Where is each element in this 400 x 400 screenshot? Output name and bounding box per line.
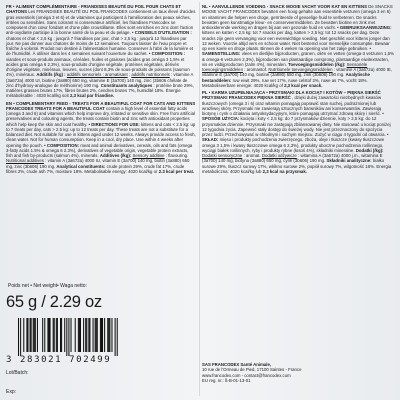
barcode-bar: [88, 318, 89, 352]
barcode-bar: [85, 318, 86, 352]
pl-heading: KARMA UZUPEŁNIAJĄCA • PRZYSMAKI DLA KOCIĄT I KOTÓW – PIĘKNA SIERŚĆ: [211, 90, 381, 95]
en-analysis-label: Analytical constituents:: [56, 163, 106, 169]
pl-use-label: SPOSÓB UŻYCIA:: [202, 116, 240, 122]
barcode-bar: [64, 318, 65, 352]
barcode-bar: [48, 318, 49, 352]
en-additives-text: : vitamin A (3a672a) 4000 IU, vitamin E (3a700) 140 mg, biotin (3a880) 650 mg, zinc (3b606) 190 mg.: [6, 158, 190, 169]
en-lang-code: EN: [6, 100, 13, 106]
en-use-text-2: Not suitable for use in kittens aged under 12 weeks. Always provide access to fresh, clean water. Not for human consumption. Keep in a cool, dry place. Use within 4 weeks after opening the pouch.: [6, 132, 196, 148]
barcode-digits: 3 283021 702499: [6, 355, 112, 365]
barcode-bar: [18, 318, 19, 356]
barcode-bar: [34, 318, 35, 352]
en-use-label: DIRECTIONS FOR USE:: [91, 121, 140, 127]
barcode-bar: [56, 318, 57, 352]
barcode-bar: [79, 318, 80, 352]
barcode-bar: [68, 318, 69, 356]
fr-lang-code: FR: [6, 4, 12, 9]
pl-section: PL • KARMA UZUPEŁNIAJĄCA • PRZYSMAKI DLA KOCIĄT I KOTÓW – PIĘKNA SIERŚĆ PRZYSMAKI FRANCODEX PIĘKNA SIERŚĆ , dzięki dużej zawartości niezbędnych kwasów tłuszczowych (omega 3 i 6) oraz witamin pomagają poprawić stan suchej, podrażnionej lub wrażliwej skóry. Przysmaki nie zawierają sztucznych barwników ani konserwantów. Zawierają biotynę i cynk o działaniu antyoksydacyjnym, które pomagają utrzymać zdrową skórę i sierść. • SPOSÓB UŻYCIA: kocięta i koty < 2,5 kg: do 7 przysmaków dziennie, koty > 2,5 kg: do 12 przysmaków dziennie. Przysmaki nie zastępują zbilansowanej diety. Nie stosować u kociąt poniżej 12 tygodnia życia. Zapewnić stały dostęp do świeżej wody. Nie jest przeznaczony do spożycia przez ludzi. Przechowywać w chłodnym i suchym miejscu. Zużyć w ciągu 4 tygodni od otwarcia. • SKŁAD: mięso i produkty pochodzenia zwierzęcego, zboża, oleje i tłuszcze (kwasy tłuszczowe omega 3 1,5% i kwasy tłuszczowe omega 6 2,3%), produkty uboczne pochodzenia roślinnego, wyciągi białek roślinnych, ryby i produkty rybne (łosoś 4%), składniki mineralne. Dodatki (/kg): Dodatki sensoryczne : aromat. Dodatki odżywcze : witamina A (3a672a) 4000 j.m., witamina E (3a700) 140 mg, biotyna (3a880) 650 mg, cynk (3b606) 190 mg. Składniki analityczne: białko surowe 29%, tłuszcz surowy 17%, włókno surowe 2%, popiół surowy 7%, wilgotność 18%. Energia metaboliczna: 4020 kcal/kg lub 2,3 kcal na przysmak.: [202, 90, 392, 174]
barcode-bar: [86, 318, 87, 352]
en-additives-label: Additives (/kg):: [99, 153, 132, 158]
right-column: [202, 4, 394, 400]
en-nutritional-additive: Nutritional additives: [6, 158, 44, 164]
en-intro: contain a high level of essential fatty acids (omega 3 and 6) and vitamins which help improve dry, irritated or sensitive skin. Free from artificial preservatives and colouring agents, the treats contain biotin and zinc with antioxidant properties which help keep the skin and coat healthy.: [6, 105, 195, 127]
barcode-bar: [101, 318, 102, 352]
barcode-bar: [96, 318, 97, 352]
barcode-bar: [107, 318, 108, 352]
company-address: 10 rue de l'Ormeau de Pied, 17100 Saintes - France: [202, 367, 302, 373]
en-intro-lead: FRANCODEX TREATS FOR A BEAUTIFUL COAT: [6, 105, 105, 111]
barcode-bar: [53, 318, 54, 352]
barcode-bar: [95, 318, 96, 352]
fr-composition-text: viandes et sous-produits animaux, céréales, huiles et graisses (acides gras oméga 3 1,5% et acides gras oméga 6 2,3%), sous-produits d'origine végétale, protéines végétales, dérivés d'origine végétale, minéraux, levures, sucres (dont 8,3% de sous-produits de poissons (saumon 4%), minéraux.: [6, 56, 190, 78]
barcode-bar: [23, 318, 24, 352]
pl-sensory-additive-text: : aromat.: [243, 153, 261, 158]
fr-nutritional-additive: additifs nutritionnels: [131, 72, 170, 78]
en-composition-text: meat and animal derivatives, cereals, oils and fats (omega 3-fatty acids 1.5% & omega 6 2.3%), derivatives of vegetable origin, vegetable protein extracts, fish and fish by-products (salmon 4%), minerals.: [6, 142, 193, 158]
pl-analysis-text: białko surowe 29%, tłuszcz surowy 17%, włókno surowe 2%, popiół surowy 7%, wilgotność 18%. Energia metaboliczna: 4020 kcal/kg lub: [202, 158, 392, 174]
barcode-bar: [104, 318, 105, 352]
en-heading: COMPLEMENTARY FEED - TREATS FOR A BEAUTIFUL COAT FOR CATS AND KITTENS: [15, 100, 196, 106]
fr-analysis-label: Constituants analytiques: [100, 82, 153, 88]
barcode-bar: [109, 318, 110, 352]
barcode-bar: [80, 318, 81, 352]
pl-analysis-end: 2,3 kcal na przysmak.: [262, 168, 307, 174]
en-analysis-text: crude protein 29%, crude fat 17%, crude fibres 2%, crude ash 7%, moisture 18%. Metabolisable energy: 4020 kcal/kg or: [6, 163, 185, 174]
barcode-bar: [27, 318, 28, 352]
nl-analysis-end: 2,3 kcal per snack.: [284, 82, 323, 88]
fr-analysis-text: : protéine brute 29%, matières grasses brutes 17%, fibres brutes 2%, cendres brutes 7%, humidité 18%. Énergie métabolisable : 4020 kcal/kg soit: [6, 82, 194, 99]
fr-additives-text: : vitamine A (3a672a) 4000 UI, biotine (3a880) 650 mg, vitamine E (3a700) 140 mg, zinc (3b606 chélate de zinc d'hydroxy-analogue de méthionine) 190 mg.: [6, 72, 194, 88]
fr-intro: Les FRIANDISES BEAUTÉ DU POIL FRANCODEX contiennent un taux élevé d'acides gras essentiels (oméga 3 et 6) et de vitamines qui participent à l'amélioration des peaux sèches, irritées ou sensibles. Sans colorant ni conservateur artificiel, les friandises Francodex se composent d'un cœur fondant et d'une pâte croustillante. Elles sont enrichies en zinc dont l'action anti-oxydante participe à la bonne santé de la peau et du pelage.: [6, 9, 196, 36]
nl-sensory-additive-text: : aromastof.: [244, 67, 268, 72]
pl-lang-code: PL: [202, 90, 208, 95]
barcode-bar: [78, 318, 79, 352]
net-weight-label: Poids net • Net weight• Waga netto:: [8, 283, 87, 289]
barcode-bar: [117, 318, 118, 356]
barcode-bar: [30, 318, 31, 352]
barcode-bar: [47, 318, 48, 352]
barcode-bar: [26, 318, 27, 352]
pl-sensory-additive: Dodatki sensoryczne: [202, 153, 243, 158]
nl-section: NL • AANVULLENDE VOEDING - SNACK MOOIE VACHT VOOR KAT EN KITTENS De SNACKS MOOIE VACHT FRANCODEX bevatten een hoog gehalte aan essentiële vetzuren (omega 3 en 6) en vitamines die helpen een droge, geïrriteerde of gevoelige huid te verbeteren. De snacks bevatten geen kunstmatige kleur- en conserveermiddelen. Ze bevatten biotine en zink met antioxiderende werking en dragen bij aan een gezonde huid en vacht. • GEBRUIKSAANWIJZING: kittens en katten < 2,5 kg: tot 7 snacks per dag, katten > 2,5 kg: tot 12 snacks per dag. Deze snacks zijn geen vervanging voor een evenwichtige voeding. Niet geschikt voor kittens jonger dan 12 weken. Voorzie altijd vers en schoon water. Niet bestemd voor menselijke consumptie. Bewaar op een koele en droge plaats. Binnen de 4 weken na opening van het zakje gebruiken. • SAMENSTELLING: vlees en dierlijke bijproducten, granen, oliën en vetten (omega-3 vetzuren 1,5% & omega-6 vetzuren 2,3%), bijproducten van plantaardige oorsprong, plantaardige eiwitextracten, vis en visbijproducten (zalm 4%), mineralen. Toevoegingsmiddelen (/kg): Sensoriële toevoegingsmiddelen : aromastof. Nutritionele toevoegingsmiddelen : vitamine A (3a672a) 4000 IE, vitamine E (3a700) 140 mg, biotine (3a880) 650 mg, zink (3b606) 190 mg. Analytische bestanddelen: ruw eiwit 29%, ruw vet 17%, ruwe celstof 2%, ruwe as 7%, vocht 18%. Metaboliseerbare energie: 4020 kcal/kg of 2,3 kcal per snack.: [202, 4, 394, 88]
en-sensory-additive-text: : flavouring.: [165, 153, 189, 158]
nl-sensory-additive: Sensoriële toevoegingsmiddelen: [202, 61, 368, 72]
barcode-bar: [97, 318, 98, 352]
en-sensory-additive: Sensory additive: [132, 153, 165, 158]
en-composition-label: COMPOSITION:: [46, 142, 80, 148]
barcode-bar: [93, 318, 94, 352]
fr-use-text: chatons et chat < 2,5 kg : jusqu'à 7 friandises par jour, chat > 2,5 kg : jusqu'à 12 friandises par jour. Ne pas donner aux chatons de moins de 12 semaines. Toujours laisser de l'eau propre et fraîche à volonté. Produit non destiné à l'alimentation humaine. Conserver à l'abri de la lumière et de l'humidité. À utiliser dans les 4 semaines suivant l'ouverture du sachet.: [6, 35, 194, 57]
nl-analysis-text: ruw eiwit 29%, ruw vet 17%, ruwe celstof 2%, ruwe as 7%, vocht 18%. Metaboliseerbare energie: 4020 kcal/kg of: [202, 77, 368, 88]
nl-nutritional-additive: Nutritionele toevoegingsmiddelen: [268, 67, 333, 72]
barcode-bar: [35, 318, 36, 352]
fr-sensory-additive: additifs sensoriels : aromatisant: [66, 72, 128, 78]
nl-composition-text: vlees en dierlijke bijproducten, granen, oliën en vetten (omega-3 vetzuren 1,5% & omega-6 vetzuren 2,3%), bijproducten van plantaardige oorsprong, plantaardige eiwitextracten, vis en visbijproducten (zalm 4%), mineralen.: [202, 51, 394, 67]
pl-additives-text: : witamina A (3a672a) 4000 j.m., witamina E (3a700) 140 mg, biotyna (3a880) 650 mg, cynk (3b606) 190 mg.: [202, 153, 383, 164]
company-name: SAS FRANCODEX Santé Animale,: [202, 362, 272, 367]
barcode-bar: [33, 318, 34, 352]
nl-composition-label: SAMENSTELLING:: [202, 51, 241, 57]
company-info: [202, 362, 394, 383]
barcode-bar: [89, 318, 90, 352]
pl-composition-text: mięso i produkty pochodzenia zwierzęcego, zboża, oleje i tłuszcze (kwasy tłuszczowe omega 3 1,5% i kwasy tłuszczowe omega 6 2,3%), produkty uboczne pochodzenia roślinnego, wyciągi białek roślinnych, ryby i produkty rybne (łosoś 4%), składniki mineralne.: [202, 137, 385, 153]
pl-nutritional-additive: Dodatki odżywcze: [261, 153, 297, 158]
barcode-bar: [83, 318, 84, 352]
nl-analysis-label: Analytische bestanddelen:: [202, 72, 370, 83]
barcode-bar: [60, 318, 61, 352]
barcode-bar: [61, 318, 62, 352]
barcode-bar: [44, 318, 45, 352]
barcode-bar: [102, 318, 103, 352]
pl-composition-label: SKŁAD:: [202, 137, 219, 143]
nl-use-label: GEBRUIKSAANWIJZING:: [339, 25, 392, 30]
nl-heading: AANVULLENDE VOEDING - SNACK MOOIE VACHT VOOR KAT EN KITTENS: [211, 4, 367, 9]
en-analysis-end: 2.3 kcal per treat.: [158, 168, 195, 174]
barcode-bars: [6, 318, 196, 356]
pl-additives-label: Dodatki (/kg):: [355, 147, 384, 153]
fr-use-label: CONSEILS D'UTILISATION :: [134, 30, 192, 36]
pl-analysis-label: Składniki analityczne:: [326, 158, 372, 164]
nl-lang-code: NL: [202, 4, 208, 9]
barcode-bar: [75, 318, 76, 352]
barcode-bar: [54, 318, 55, 352]
en-section: EN • COMPLEMENTARY FEED - TREATS FOR A BEAUTIFUL COAT FOR CATS AND KITTENS FRANCODEX TREATS FOR A BEAUTIFUL COAT contain a high level of essential fatty acids (omega 3 and 6) and vitamins which help improve dry, irritated or sensitive skin. Free from artificial preservatives and colouring agents, the treats contain biotin and zinc with antioxidant properties which help keep the skin and coat healthy. • DIRECTIONS FOR USE: kittens and cats < 2.5 kg: up to 7 treats per day, cats > 2.5 kg: up to 12 treats per day. These treats are not a substitute for a balanced diet. Not suitable for use in kittens aged under 12 weeks. Always provide access to fresh, clean water. Not for human consumption. Keep in a cool, dry place. Use within 4 weeks after opening the pouch. • COMPOSITION: meat and animal derivatives, cereals, oils and fats (omega 3-fatty acids 1.5% & omega 6 2.3%), derivatives of vegetable origin, vegetable protein extracts, fish and fish by-products (salmon 4%), minerals. Additives (/kg): Sensory additive : flavouring. Nutritional additives : vitamin A (3a672a) 4000 IU, vitamin E (3a700) 140 mg, biotin (3a880) 650 mg, zinc (3b606) 190 mg. Analytical constituents: crude protein 29%, crude fat 17%, crude fibres 2%, crude ash 7%, moisture 18%. Metabolisable energy: 4020 kcal/kg or 2.3 kcal per treat.: [6, 100, 196, 174]
barcode-bar: [115, 318, 116, 356]
company-web: www.francodex.com - contact@francodex.com: [202, 372, 291, 378]
barcode-bar: [108, 318, 109, 352]
nl-use-text: kittens en katten < 2,5 kg: tot 7 snacks per dag, katten > 2,5 kg: tot 12 snacks per dag. Deze snacks zijn geen vervanging voor een evenwichtige voeding. Niet geschikt voor kittens jonger dan 12 weken. Voorzie altijd vers en schoon water. Niet bestemd voor menselijke consumptie. Bewaar op een koele en droge plaats. Binnen de 4 weken na opening van het zakje gebruiken.: [202, 30, 390, 51]
fr-heading: ALIMENT COMPLÉMENTAIRE - FRIANDISES BEAUTÉ DU POIL POUR CHATS ET CHATONS: [6, 4, 182, 15]
exp-label: Exp:: [6, 389, 17, 395]
fr-composition-label: COMPOSITION :: [151, 51, 186, 57]
barcode-bar: [37, 318, 38, 352]
column-divider: [199, 2, 200, 396]
nl-additives-label: Toevoegingsmiddelen (/kg):: [288, 61, 346, 67]
fr-section: FR • ALIMENT COMPLÉMENTAIRE - FRIANDISES BEAUTÉ DU POIL POUR CHATS ET CHATONS Les FRIANDISES BEAUTÉ DU POIL FRANCODEX contiennent un taux élevé d'acides gras essentiels (oméga 3 et 6) et de vitamines qui participent à l'amélioration des peaux sèches, irritées ou sensibles. Sans colorant ni conservateur artificiel, les friandises Francodex se composent d'un cœur fondant et d'une pâte croustillante. Elles sont enrichies en zinc dont l'action anti-oxydante participe à la bonne santé de la peau et du pelage. • CONSEILS D'UTILISATION : chatons et chat < 2,5 kg : jusqu'à 7 friandises par jour, chat > 2,5 kg : jusqu'à 12 friandises par jour. Ne pas donner aux chatons de moins de 12 semaines. Toujours laisser de l'eau propre et fraîche à volonté. Produit non destiné à l'alimentation humaine. Conserver à l'abri de la lumière et de l'humidité. À utiliser dans les 4 semaines suivant l'ouverture du sachet. • COMPOSITION : viandes et sous-produits animaux, céréales, huiles et graisses (acides gras oméga 3 1,5% et acides gras oméga 6 2,3%), sous-produits d'origine végétale, protéines végétales, dérivés d'origine végétale, minéraux, levures, sucres (dont 8,3% de sous-produits de poissons (saumon 4%), minéraux. Additifs (/kg) : additifs sensoriels : aromatisant ; additifs nutritionnels : vitamine A (3a672a) 4000 UI, biotine (3a880) 650 mg, vitamine E (3a700) 140 mg, zinc (3b606 chélate de zinc d'hydroxy-analogue de méthionine) 190 mg. Constituants analytiques : protéine brute 29%, matières grasses brutes 17%, fibres brutes 2%, cendres brutes 7%, humidité 18%. Énergie métabolisable : 4020 kcal/kg soit 2,3 kcal par friandise.: [6, 4, 196, 99]
pl-intro-lead: PRZYSMAKI FRANCODEX PIĘKNA SIERŚĆ: [202, 95, 291, 101]
barcode-bar: [71, 318, 72, 352]
fr-additives-label: Additifs (/kg) :: [36, 72, 66, 78]
fr-analysis-end: 2,3 kcal par friandise.: [69, 93, 115, 99]
left-column: [6, 4, 196, 290]
en-use-text: kittens and cats < 2.5 kg: up to 7 treats per day, cats > 2.5 kg: up to 12 treats per day. These treats are not a substitute for a balanced diet.: [6, 121, 196, 137]
barcode-bar: [57, 318, 58, 352]
company-eu-reg: EU reg. nr.: ß-B-01-13-01: [202, 377, 251, 383]
pl-intro: , dzięki dużej zawartości niezbędnych kwasów tłuszczowych (omega 3 i 6) oraz witamin pomagają poprawić stan suchej, podrażnionej lub wrażliwej skóry. Przysmaki nie zawierają sztucznych barwników ani konserwantów. Zawierają biotynę i cynk o działaniu antyoksydacyjnym, które pomagają utrzymać zdrową skórę i sierść.: [202, 95, 382, 116]
barcode-bar: [31, 318, 32, 352]
barcode-bar: [50, 318, 51, 352]
pl-use-text: kocięta i koty < 2,5 kg: do 7 przysmaków dziennie, koty > 2,5 kg: do 12 przysmaków dziennie. Przysmaki nie zastępują zbilansowanej diety. Nie stosować u kociąt poniżej 12 tygodnia życia. Zapewnić stały dostęp do świeżej wody. Nie jest przeznaczony do spożycia przez ludzi. Przechowywać w chłodnym i suchym miejscu. Zużyć w ciągu 4 tygodni od otwarcia.: [202, 116, 391, 137]
barcode-bar: [42, 318, 43, 352]
net-weight-value: 65 g / 2.29 oz: [6, 293, 102, 311]
lot-label: Lot/Batch:: [6, 370, 29, 376]
barcode-bar: [66, 318, 67, 356]
barcode-bar: [20, 318, 21, 356]
nl-additives-text: : vitamine A (3a672a) 4000 IE, vitamine E (3a700) 140 mg, biotine (3a880) 650 mg, zink (3b606) 190 mg.: [202, 67, 392, 78]
barcode-bar: [100, 318, 101, 352]
barcode-bar: [111, 318, 112, 352]
barcode: [6, 318, 196, 358]
nl-intro: De SNACKS MOOIE VACHT FRANCODEX bevatten een hoog gehalte aan essentiële vetzuren (omega 3 en 6) en vitamines die helpen een droge, geïrriteerde of gevoelige huid te verbeteren. De snacks bevatten geen kunstmatige kleur- en conserveermiddelen. Ze bevatten biotine en zink met antioxiderende werking en dragen bij aan een gezonde huid en vacht.: [202, 4, 393, 30]
